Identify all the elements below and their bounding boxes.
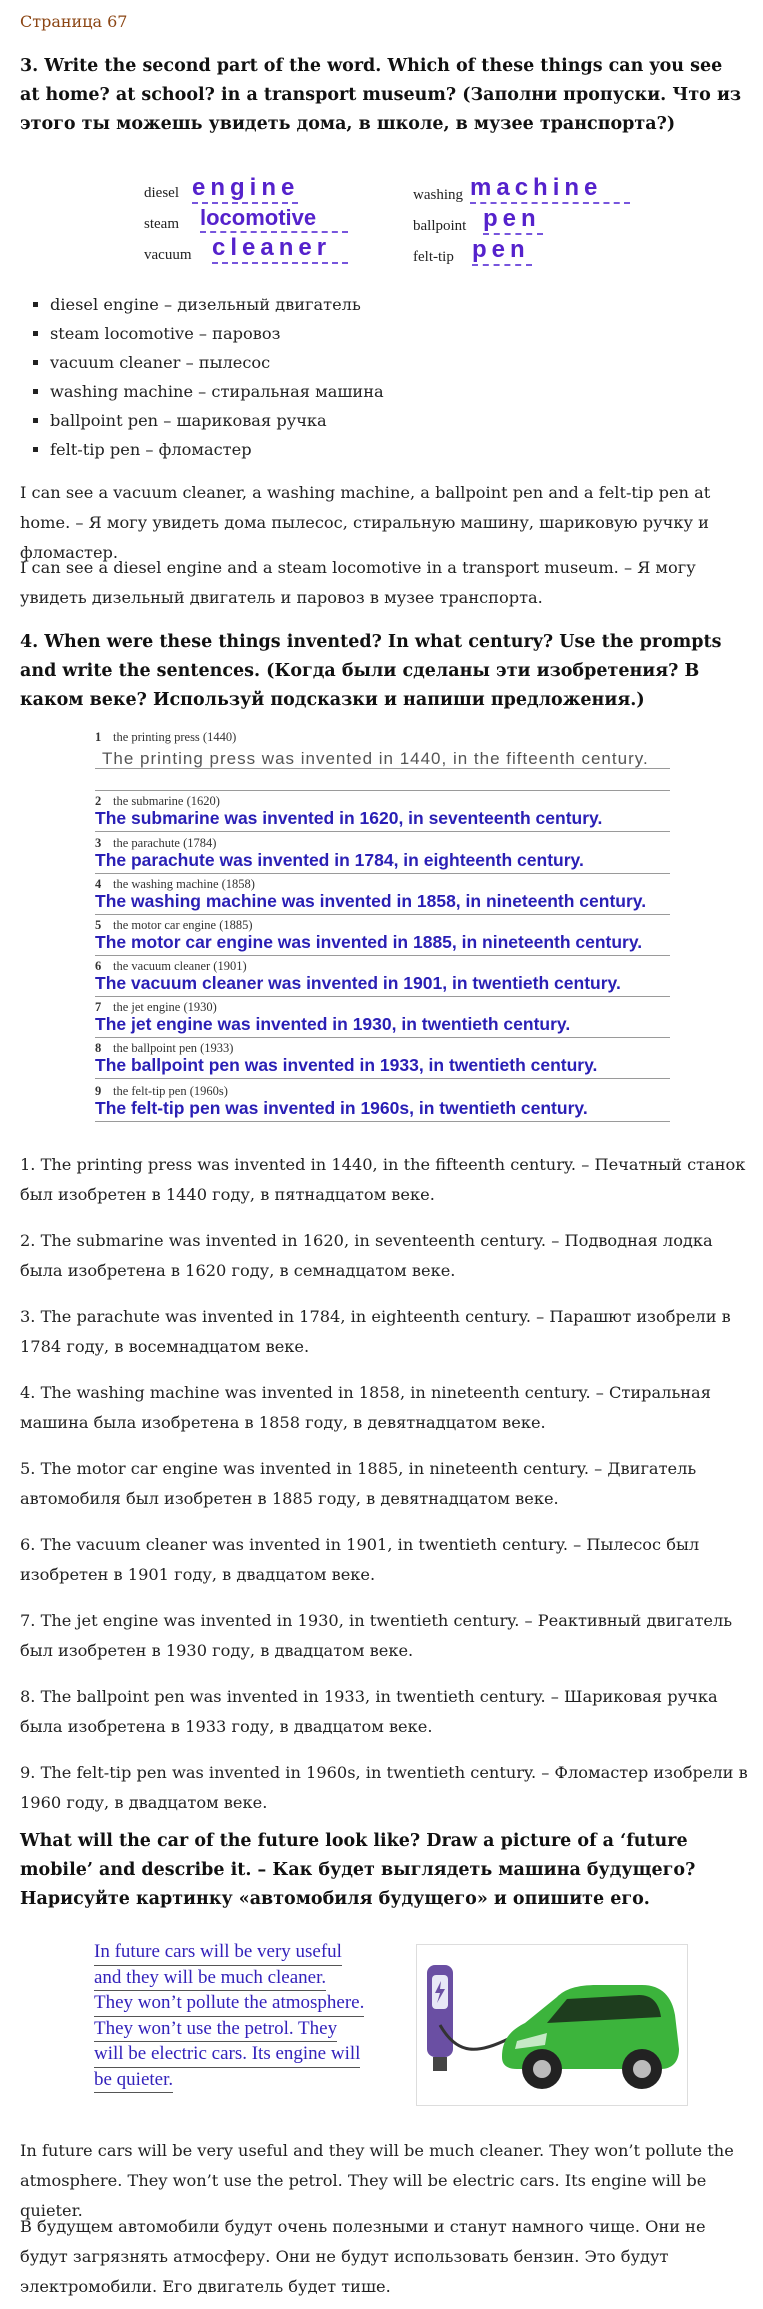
rule — [95, 1037, 670, 1038]
exercise-4-worksheet — [90, 730, 670, 1130]
rule — [95, 768, 670, 769]
prompt-5: 5 the motor car engine (1885) — [95, 918, 253, 932]
answer-6: The vacuum cleaner was invented in 1901, in twentieth century. — [95, 973, 621, 993]
future-car-heading: What will the car of the future look like? Draw a picture of a ‘future mobile’ and describe it. – Как будет выглядеть машина будущего? Нарисуйте картинку «автомобиля будущего» и опишите его. — [20, 1831, 696, 1909]
future-paragraph-ru: В будущем автомобили будут очень полезными и станут намного чище. Они не будут загрязнять атмосферу. Они не будут использовать бензин. Это будут электромобили. Его двигатель будет тише. — [20, 2217, 706, 2296]
answer-9: The felt-tip pen was invented in 1960s, in twentieth century. — [95, 1098, 588, 1118]
answer-2: The submarine was invented in 1620, in seventeenth century. — [95, 808, 603, 828]
future-paragraph-en: In future cars will be very useful and they will be much cleaner. They won’t pollute the atmosphere. They won’t use the petrol. They will be electric cars. Its engine will be quieter. — [20, 2141, 734, 2220]
prompt-3: 3 the parachute (1784) — [95, 836, 217, 850]
answer-paragraph-2: 2. The submarine was invented in 1620, in seventeenth century. – Подводная лодка была изобретена в 1620 году, в семнадцатом веке. — [20, 1231, 713, 1280]
prompt-6: 6 the vacuum cleaner (1901) — [95, 959, 247, 973]
answer-paragraph-3: 3. The parachute was invented in 1784, in eighteenth century. – Парашют изобрели в 1784 году, в восемнадцатом веке. — [20, 1307, 731, 1356]
ws-label: diesel — [144, 185, 179, 201]
paragraph-home: I can see a vacuum cleaner, a washing machine, a ballpoint pen and a felt-tip pen at home. – Я могу увидеть дома пылесос, стиральную машину, шариковую ручку и фломастер. — [20, 483, 711, 562]
answer-paragraph-9: 9. The felt-tip pen was invented in 1960s, in twentieth century. – Фломастер изобрели в 1960 году, в двадцатом веке. — [20, 1763, 748, 1812]
prompt-2: 2 the submarine (1620) — [95, 794, 220, 808]
prompt-7: 7 the jet engine (1930) — [95, 1000, 217, 1014]
answer-paragraph-4: 4. The washing machine was invented in 1858, in nineteenth century. – Стиральная машина была изобретена в 1858 году, в девятнадцатом веке. — [20, 1383, 711, 1432]
answer-paragraph-5: 5. The motor car engine was invented in 1885, in nineteenth century. – Двигатель автомобиля был изобретен в 1885 году, в девятнадцатом веке. — [20, 1459, 697, 1508]
answer-5: The motor car engine was invented in 1885, in nineteenth century. — [95, 932, 643, 952]
ws-row-ballpoint — [413, 215, 466, 235]
ws-row-diesel — [144, 182, 179, 202]
list-item: ▪ vacuum cleaner – пылесос — [50, 348, 750, 377]
exercise-3-heading: 3. Write the second part of the word. Which of these things can you see at home? at school? in a transport museum? (Заполни пропуски. Что из этого ты можешь увидеть дома, в школе, в музее транспорта?) — [20, 56, 742, 134]
ws-answer-machine: machine — [470, 174, 630, 204]
ws-row-steam — [144, 213, 179, 233]
answer-paragraph-1: 1. The printing press was invented in 1440, in the fifteenth century. – Печатный станок был изобретен в 1440 году, в пятнадцатом веке. — [20, 1155, 746, 1204]
rule — [95, 1121, 670, 1122]
future-car-handwritten-text: In future cars will be very useful and they will be much cleaner. They won’t pollute the atmosphere. They won’t use the petrol. They will be electric cars. Its engine will be quieter. — [94, 1940, 414, 2093]
ws-answer-pen: pen — [472, 236, 532, 266]
ws-label: vacuum — [144, 247, 192, 263]
exercise-3-worksheet — [140, 170, 640, 270]
list-item: ▪ felt-tip pen – фломастер — [50, 435, 750, 464]
list-item: ▪ steam locomotive – паровоз — [50, 319, 750, 348]
answer-1-handwritten: The printing press was invented in 1440, in the fifteenth century. — [102, 749, 649, 768]
rule — [95, 1078, 670, 1079]
list-item: ▪ washing machine – стиральная машина — [50, 377, 750, 406]
answer-paragraph-7: 7. The jet engine was invented in 1930, in twentieth century. – Реактивный двигатель был изобретен в 1930 году, в двадцатом веке. — [20, 1611, 733, 1660]
answer-paragraph-6: 6. The vacuum cleaner was invented in 1901, in twentieth century. – Пылесос был изобретен в 1901 году, в двадцатом веке. — [20, 1535, 700, 1584]
electric-car-icon — [417, 1945, 687, 2105]
answer-4: The washing machine was invented in 1858, in nineteenth century. — [95, 891, 647, 911]
rule — [95, 831, 670, 832]
ws-answer-engine: engine — [192, 174, 298, 204]
ws-row-vacuum — [144, 244, 191, 264]
ws-label: ballpoint — [413, 218, 467, 234]
answer-3: The parachute was invented in 1784, in eighteenth century. — [95, 850, 584, 870]
prompt-1: 1 the printing press (1440) — [95, 730, 237, 744]
exercise-4-heading: 4. When were these things invented? In what century? Use the prompts and write the sentences. (Когда были сделаны эти изобретения? В каком веке? Используй подсказки и напиши предложения.) — [20, 632, 722, 710]
answer-paragraph-8: 8. The ballpoint pen was invented in 1933, in twentieth century. – Шариковая ручка была изобретена в 1933 году, в двадцатом веке. — [20, 1687, 718, 1736]
vocabulary-list — [20, 290, 750, 464]
list-item: ▪ ballpoint pen – шариковая ручка — [50, 406, 750, 435]
ws-label: steam — [144, 216, 179, 232]
list-item: ▪ diesel engine – дизельный двигатель — [50, 290, 750, 319]
ws-answer-pen: pen — [483, 205, 543, 235]
ws-answer-cleaner: cleaner — [212, 234, 348, 264]
ws-label: felt-tip — [413, 249, 454, 265]
answer-8: The ballpoint pen was invented in 1933, in twentieth century. — [95, 1055, 598, 1075]
rule — [95, 914, 670, 915]
ws-answer-locomotive: locomotive — [200, 205, 348, 233]
future-car-illustration — [86, 1940, 692, 2116]
rule — [95, 996, 670, 997]
ws-label: washing — [413, 187, 463, 203]
prompt-8: 8 the ballpoint pen (1933) — [95, 1041, 234, 1055]
rule — [95, 955, 670, 956]
electric-car-picture — [416, 1944, 688, 2106]
page-label: Страница 67 — [20, 12, 128, 31]
rule — [95, 790, 670, 791]
paragraph-museum: I can see a diesel engine and a steam locomotive in a transport museum. – Я могу увидеть дизельный двигатель и паровоз в музее транспорта. — [20, 558, 696, 607]
answer-7: The jet engine was invented in 1930, in twentieth century. — [95, 1014, 571, 1034]
prompt-4: 4 the washing machine (1858) — [95, 877, 255, 891]
prompt-9: 9 the felt-tip pen (1960s) — [95, 1084, 228, 1098]
ws-row-felt-tip — [413, 246, 454, 266]
rule — [95, 873, 670, 874]
ws-row-washing — [413, 184, 463, 204]
